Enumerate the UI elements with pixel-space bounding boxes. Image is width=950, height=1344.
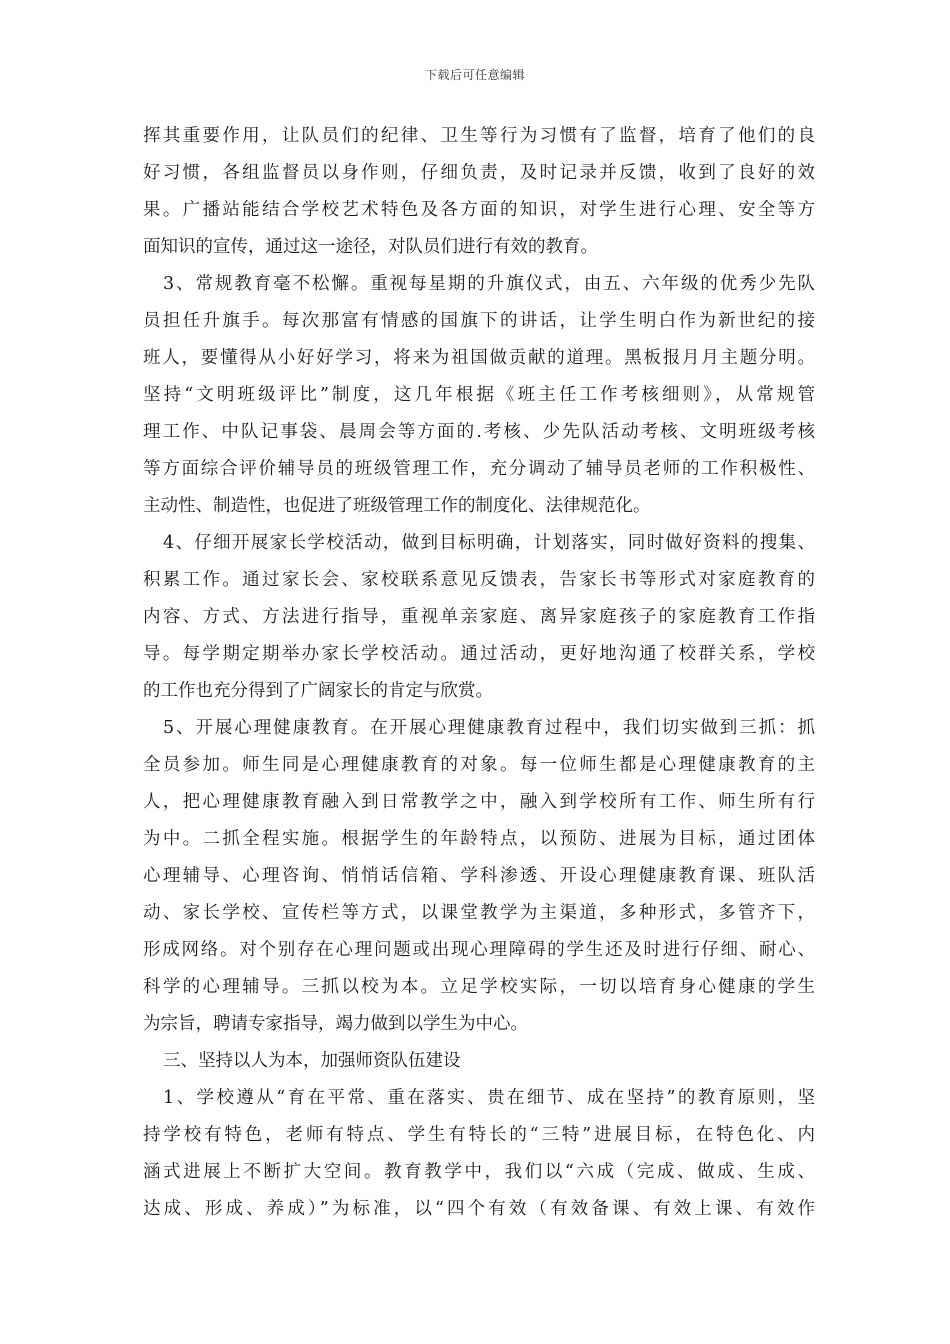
text-line: 积累工作。通过家长会、家校联系意见反馈表，告家长书等形式对家庭教育的 — [143, 570, 815, 590]
text-line: 全员参加。师生同是心理健康教育的对象。每一位师生都是心理健康教育的主 — [143, 755, 815, 775]
header-note: 下载后可任意编辑 — [424, 68, 525, 82]
text-line: 3、常规教育毫不松懈。重视每星期的升旗仪式，由五、六年级的优秀少先队 — [163, 274, 815, 294]
text-line: 为中。二抓全程实施。根据学生的年龄特点，以预防、进展为目标，通过团体 — [143, 829, 815, 849]
section-heading: 三、坚持以人为本，加强师资队伍建设 — [163, 1051, 461, 1071]
text-line: 班人，要懂得从小好好学习，将来为祖国做贡献的道理。黑板报月月主题分明。 — [143, 348, 815, 368]
text-line: 心理辅导、心理咨询、悄悄话信箱、学科渗透、开设心理健康教育课、班队活 — [143, 866, 815, 886]
text-line: 坚持“文明班级评比”制度，这几年根据《班主任工作考核细则》，从常规管 — [143, 385, 815, 405]
text-line: 为宗旨，聘请专家指导，竭力做到以学生为中心。 — [143, 1014, 528, 1034]
text-line: 人，把心理健康教育融入到日常教学之中，融入到学校所有工作、师生所有行 — [143, 792, 815, 812]
text-line: 5、开展心理健康教育。在开展心理健康教育过程中，我们切实做到三抓：抓 — [163, 718, 815, 738]
text-line: 1、学校遵从“育在平常、重在落实、贵在细节、成在坚持”的教育原则，坚 — [163, 1088, 815, 1108]
text-line: 科学的心理辅导。三抓以校为本。立足学校实际，一切以培育身心健康的学生 — [143, 977, 815, 997]
text-line: 形成网络。对个别存在心理问题或出现心理障碍的学生还及时进行仔细、耐心、 — [143, 940, 815, 960]
text-line: 达成、形成、养成）”为标准，以“四个有效（有效备课、有效上课、有效作 — [143, 1199, 815, 1219]
text-line: 主动性、制造性，也促进了班级管理工作的制度化、法律规范化。 — [143, 496, 651, 516]
text-line: 员担任升旗手。每次那富有情感的国旗下的讲话，让学生明白作为新世纪的接 — [143, 311, 815, 331]
text-line: 导。每学期定期举办家长学校活动。通过活动，更好地沟通了校群关系，学校 — [143, 644, 815, 664]
text-line: 果。广播站能结合学校艺术特色及各方面的知识，对学生进行心理、安全等方 — [143, 200, 815, 220]
text-line: 等方面综合评价辅导员的班级管理工作，充分调动了辅导员老师的工作积极性、 — [143, 459, 815, 479]
text-line: 动、家长学校、宣传栏等方式，以课堂教学为主渠道，多种形式，多管齐下， — [143, 903, 815, 923]
text-line: 挥其重要作用，让队员们的纪律、卫生等行为习惯有了监督，培育了他们的良 — [143, 126, 815, 146]
text-line: 4、仔细开展家长学校活动，做到目标明确，计划落实，同时做好资料的搜集、 — [163, 533, 815, 553]
text-line: 的工作也充分得到了广阔家长的肯定与欣赏。 — [143, 681, 493, 701]
text-line: 涵式进展上不断扩大空间。教育教学中，我们以“六成（完成、做成、生成、 — [143, 1162, 815, 1182]
text-line: 持学校有特色，老师有特点、学生有特长的“三特”进展目标，在特色化、内 — [143, 1125, 815, 1145]
text-line: 面知识的宣传，通过这一途径，对队员们进行有效的教育。 — [143, 237, 598, 257]
text-line: 好习惯，各组监督员以身作则，仔细负责，及时记录并反馈，收到了良好的效 — [143, 163, 815, 183]
text-line: 内容、方式、方法进行指导，重视单亲家庭、离异家庭孩子的家庭教育工作指 — [143, 607, 815, 627]
text-line: 理工作、中队记事袋、晨周会等方面的.考核、少先队活动考核、文明班级考核 — [143, 422, 815, 442]
body-text — [143, 118, 815, 1228]
